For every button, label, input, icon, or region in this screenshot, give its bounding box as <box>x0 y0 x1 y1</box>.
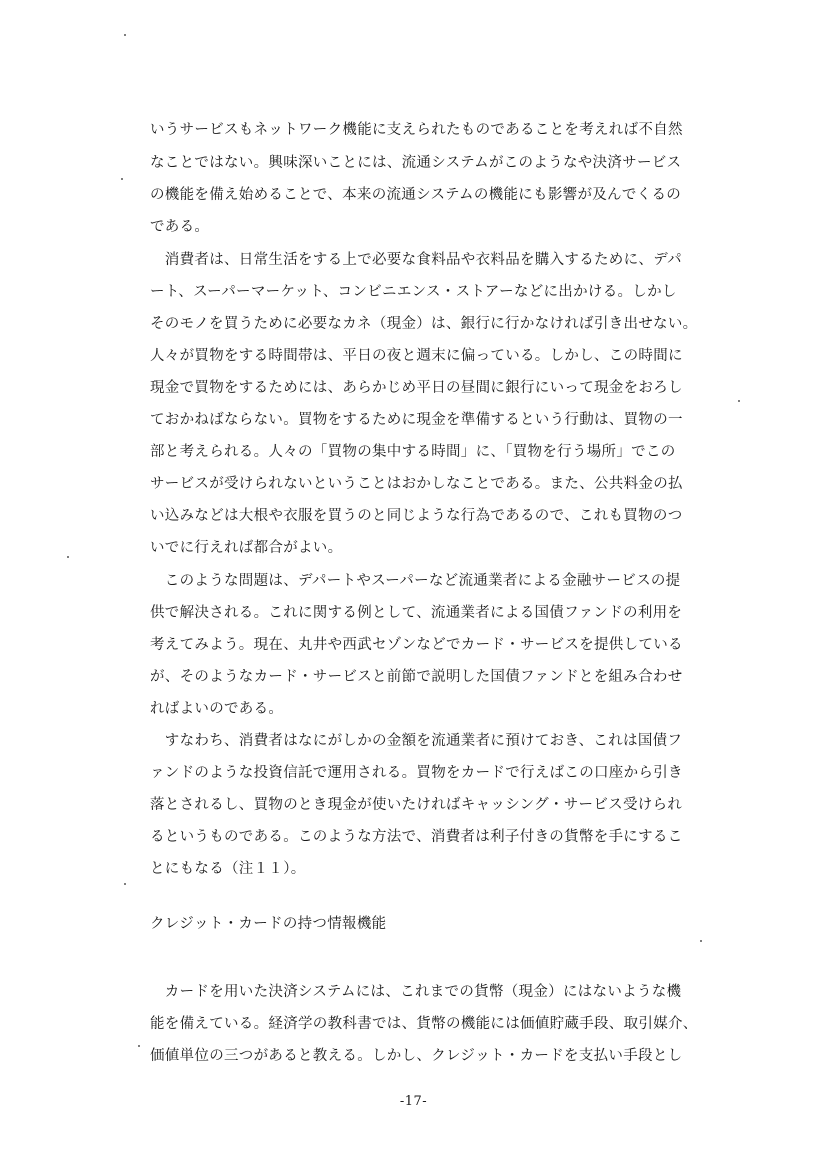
text-line: 考えてみよう。現在、丸井や西武セゾンなどでカード・サービスを提供している <box>150 637 683 653</box>
scan-speck <box>738 400 740 402</box>
text-line: ァンドのような投資信託で運用される。買物をカードで行えばこの口座から引き <box>150 765 683 781</box>
text-line: とにもなる（注１１）。 <box>150 861 306 877</box>
text-line: なことではない。興味深いことには、流通システムがこのようなや決済サービス <box>150 155 682 171</box>
text-line: すなわち、消費者はなにがしかの金額を流通業者に預けておき、これは国債フ <box>150 733 683 749</box>
text-line: の機能を備え始めることで、本来の流通システムの機能にも影響が及んでくるの <box>150 187 682 203</box>
text-line: 落とされるし、買物のとき現金が使いたければキャッシング・サービス受けられ <box>150 797 683 813</box>
text-line: いでに行えれば都合がよい。 <box>150 540 343 556</box>
text-line: 消費者は、日常生活をする上で必要な食料品や衣料品を購入するために、デパ <box>150 252 682 268</box>
text-line: そのモノを買うために必要なカネ（現金）は、銀行に行かなければ引き出せない。 <box>150 316 698 332</box>
text-line: このような問題は、デパートやスーパーなど流通業者による金融サービスの提 <box>150 573 681 589</box>
text-line: サービスが受けられないということはおかしなことである。また、公共料金の払 <box>150 476 683 492</box>
text-line: 供で解決される。これに関する例として、流通業者による国債ファンドの利用を <box>150 605 683 621</box>
scan-speck <box>67 556 69 558</box>
text-line: カードを用いた決済システムには、これまでの貨幣（現金）にはないような機 <box>150 984 682 1000</box>
text-line: るというものである。このような方法で、消費者は利子付きの貨幣を手にするこ <box>150 829 683 845</box>
scan-speck <box>700 940 702 942</box>
text-line: が、そのようなカード・サービスと前節で説明した国債ファンドとを組み合わせ <box>150 669 683 685</box>
text-line: である。 <box>150 219 210 235</box>
text-line: 価値単位の三つがあると教える。しかし、クレジット・カードを支払い手段とし <box>150 1048 683 1064</box>
text-line: 能を備えている。経済学の教科書では、貨幣の機能には価値貯蔵手段、取引媒介、 <box>150 1016 698 1032</box>
scan-speck <box>124 34 126 36</box>
text-line: 人々が買物をする時間帯は、平日の夜と週末に偏っている。しかし、この時間に <box>150 348 683 364</box>
scan-speck <box>121 178 123 180</box>
scan-speck <box>124 883 126 885</box>
text-line: いうサービスもネットワーク機能に支えられたものであることを考えれば不自然 <box>150 122 683 138</box>
text-line: ておかねばならない。買物をするために現金を準備するという行動は、買物の一 <box>150 412 683 428</box>
text-line: 部と考えられる。人々の「買物の集中する時間」に、「買物を行う場所」でこの <box>150 444 676 460</box>
page-number: -17- <box>399 1094 428 1109</box>
section-heading: クレジット・カードの持つ情報機能 <box>150 916 387 932</box>
scan-speck <box>138 1045 140 1047</box>
text-line: 現金で買物をするためには、あらかじめ平日の昼間に銀行にいって現金をおろし <box>150 380 683 396</box>
text-line: い込みなどは大根や衣服を買うのと同じような行為であるので、これも買物のつ <box>150 508 683 524</box>
text-line: ればよいのである。 <box>150 701 284 717</box>
text-line: ート、スーパーマーケット、コンビニエンス・ストアーなどに出かける。しかし <box>150 284 677 300</box>
